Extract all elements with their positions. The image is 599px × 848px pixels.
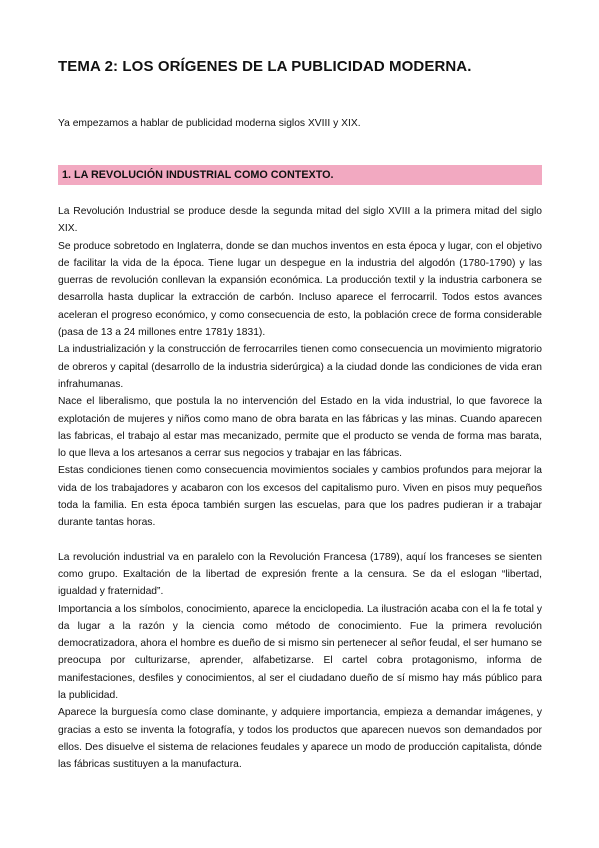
paragraph: Nace el liberalismo, que postula la no intervención del Estado en la vida industrial, lo que favorece la explotación de mujeres y niños como mano de obra barata en las fábricas y las minas. Cuando aparecen las fabricas, el trabajo al estar mas mecanizado, permite que el producto se venda de forma mas barata, lo que lleva a los artesanos a cerrar sus negocios y trabajar en las fábricas. bbox=[58, 396, 542, 460]
page-title: TEMA 2: LOS ORÍGENES DE LA PUBLICIDAD MODERNA. bbox=[58, 58, 472, 75]
paragraph: La Revolución Industrial se produce desde la segunda mitad del siglo XVIII a la primera mitad del siglo XIX. bbox=[58, 206, 542, 235]
paragraph: Estas condiciones tienen como consecuencia movimientos sociales y cambios profundos para mejorar la vida de los trabajadores y acabaron con los excesos del capitalismo puro. Viven en pisos muy pequeños toda la familia. En esta época también surgen las escuelas, para que los padres pudieran ir a trabajar durante tantas horas. bbox=[58, 465, 542, 529]
paragraph: Importancia a los símbolos, conocimiento, aparece la enciclopedia. La ilustración acaba con el la fe total y da lugar a la razón y la ciencia como método de conocimiento. Fue la primera revolución democratizadora, ahora el hombre es dueño de si mismo sin pertenecer al señor feudal, el ser humano se preocupa por culturizarse, aprender, alfabetizarse. El cartel cobra protagonismo, informa de manifestaciones, desfiles y conocimientos, al ser el ciudadano dueño de sí mismo hay más público para la publicidad. bbox=[58, 603, 542, 702]
paragraph: Se produce sobretodo en Inglaterra, donde se dan muchos inventos en esta época y lugar, con el objetivo de facilitar la vida de la época. Tiene lugar un despegue en la industria del algodón (1780-1790) y las guerras de revolución conllevan la expansión económica. La producción textil y la industria carbonera se desarrolla hasta duplicar la extracción de carbón. Incluso aparece el ferrocarril. Todos estos avances aceleran el progreso económico, y como consecuencia de esto, la población crece de forma considerable (pasa de 13 a 24 millones entre 1781y 1831). bbox=[58, 240, 542, 339]
document-body bbox=[58, 203, 542, 774]
paragraph: Aparece la burguesía como clase dominante, y adquiere importancia, empieza a demandar imágenes, y gracias a esto se inventa la fotografía, y todos los productos que aparecen nuevos son demandados por ellos. Des disuelve el sistema de relaciones feudales y aparece un modo de producción capitalista, dónde las fábricas sustituyen a la manufactura. bbox=[58, 707, 542, 771]
paragraph: La revolución industrial va en paralelo con la Revolución Francesa (1789), aquí los franceses se sienten como grupo. Exaltación de la libertad de expresión frente a la censura. Se da el eslogan “libertad, igualdad y fraternidad”. bbox=[58, 551, 542, 598]
intro-text: Ya empezamos a hablar de publicidad moderna siglos XVIII y XIX. bbox=[58, 118, 361, 129]
paragraph: La industrialización y la construcción de ferrocarriles tienen como consecuencia un movimiento migratorio de obreros y capital (desarrollo de la industria siderúrgica) a la ciudad donde las condiciones de vida eran infrahumanas. bbox=[58, 344, 542, 390]
section-heading: 1. LA REVOLUCIÓN INDUSTRIAL COMO CONTEXTO. bbox=[62, 169, 334, 181]
section-heading-bar bbox=[58, 165, 542, 185]
